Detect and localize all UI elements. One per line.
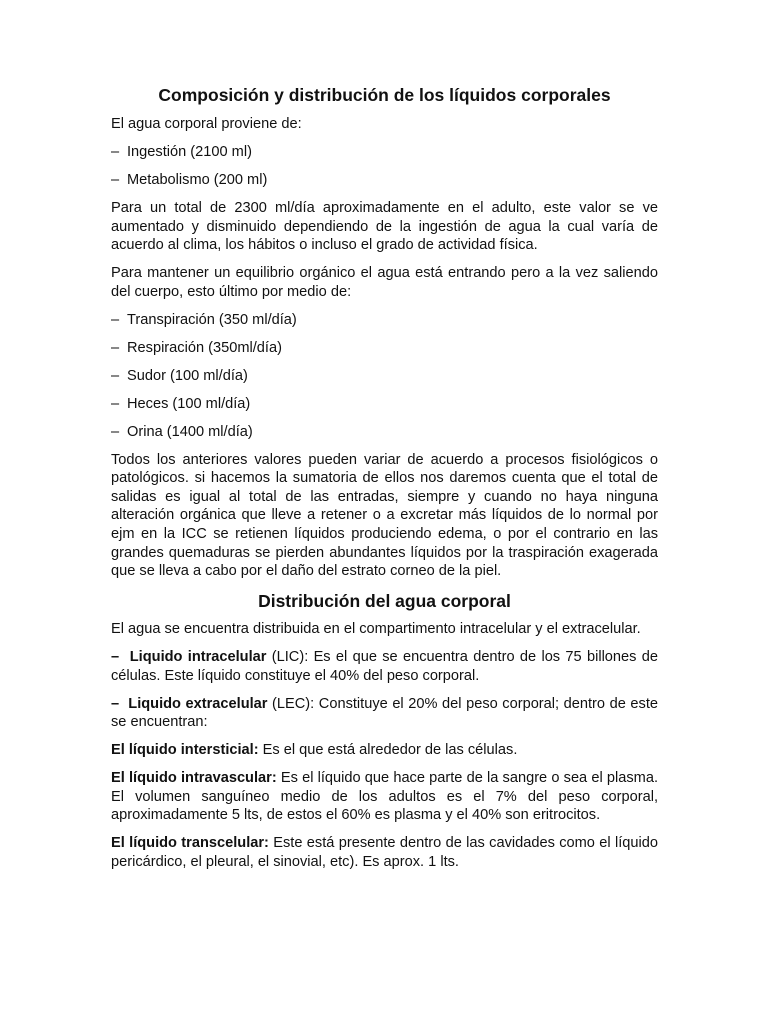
intro-text: El agua corporal proviene de: <box>111 116 302 132</box>
balance-paragraph: Para mantener un equilibrio orgánico el agua está entrando pero a la vez saliendo del cuerpo, esto último por medio de: <box>111 265 658 300</box>
dash-marker: – <box>111 171 120 188</box>
intravascular-paragraph <box>111 769 658 825</box>
intersticial-term: El líquido intersticial: <box>111 742 259 759</box>
dash-marker: – <box>111 395 120 412</box>
list-item <box>111 339 658 358</box>
list-item-text: Respiración (350ml/día) <box>127 339 282 356</box>
list-item <box>111 143 658 162</box>
lec-text: (LEC): Constituye el 20% del peso corporal; dentro de este se encuentran: <box>111 695 659 731</box>
list-item-text: Orina (1400 ml/día) <box>127 423 253 440</box>
dash-marker: – <box>111 143 120 160</box>
lec-paragraph <box>111 695 658 732</box>
list-item <box>111 395 658 414</box>
lec-term-text: Liquido extracelular <box>128 695 268 712</box>
lec-term <box>111 696 267 712</box>
intersticial-paragraph <box>111 741 658 760</box>
list-item <box>111 423 658 442</box>
list-item-text: Metabolismo (200 ml) <box>127 171 268 188</box>
list-item <box>111 311 658 330</box>
dash-marker: – <box>111 695 120 712</box>
list-item-text: Ingestión (2100 ml) <box>127 143 252 160</box>
page-title: Composición y distribución de los líquidos corporales <box>158 85 611 105</box>
transcelular-text: Este está presente dentro de las cavidades como el líquido pericárdico, el pleural, el sinovial, etc). Es aprox. 1 lts. <box>111 835 658 871</box>
lic-term <box>111 649 266 665</box>
intravascular-term: El líquido intravascular: <box>111 770 277 787</box>
list-item-text: Heces (100 ml/día) <box>127 395 251 412</box>
list-item <box>111 171 658 190</box>
dash-marker: – <box>111 311 120 328</box>
intravascular-text: Es el líquido que hace parte de la sangre o sea el plasma. El volumen sanguíneo medio de los adultos es el 7% del peso corporal, aproximadamente 5 lts, de estos el 60% es plasma y el 40% son eritrocitos. <box>111 770 658 824</box>
list-item-text: Transpiración (350 ml/día) <box>127 311 297 328</box>
list-item <box>111 367 658 386</box>
document-page <box>111 84 658 881</box>
distribution-paragraph: El agua se encuentra distribuida en el compartimento intracelular y el extracelular. <box>111 621 641 638</box>
lic-text: (LIC): Es el que se encuentra dentro de los 75 billones de células. Este líquido constituye el 40% del peso corporal. <box>111 649 659 684</box>
transcelular-term: El líquido transcelular: <box>111 835 269 852</box>
dash-marker: – <box>111 649 120 666</box>
variation-paragraph: Todos los anteriores valores pueden variar de acuerdo a procesos fisiológicos o patológicos. si hacemos la sumatoria de ellos nos daremos cuenta que el total de salidas es igual al total de las entradas, siempre y cuando no haya ninguna alteración orgánica que lleve a retener o a excretar más líquidos de lo normal por ejm en la ICC se retienen líquidos produciendo edema, o por el contrario en las grandes quemaduras se pierden abundantes líquidos por la traspiración exagerada que se lleva a cabo por el daño del estrato corneo de la piel. <box>111 451 658 580</box>
lic-paragraph <box>111 648 658 685</box>
dash-marker: – <box>111 423 120 440</box>
section-title: Distribución del agua corporal <box>258 591 511 612</box>
list-item-text: Sudor (100 ml/día) <box>127 367 248 384</box>
total-paragraph: Para un total de 2300 ml/día aproximadamente en el adulto, este valor se ve aumentado y disminuido dependiendo de la ingestión de agua la cual varía de acuerdo al clima, los hábitos o incluso el grado de actividad física. <box>111 199 658 254</box>
transcelular-paragraph <box>111 834 658 871</box>
intersticial-text: Es el que está alrededor de las células. <box>258 742 518 759</box>
dash-marker: – <box>111 367 120 384</box>
dash-marker: – <box>111 339 120 356</box>
lic-term-text: Liquido intracelular <box>129 649 267 666</box>
